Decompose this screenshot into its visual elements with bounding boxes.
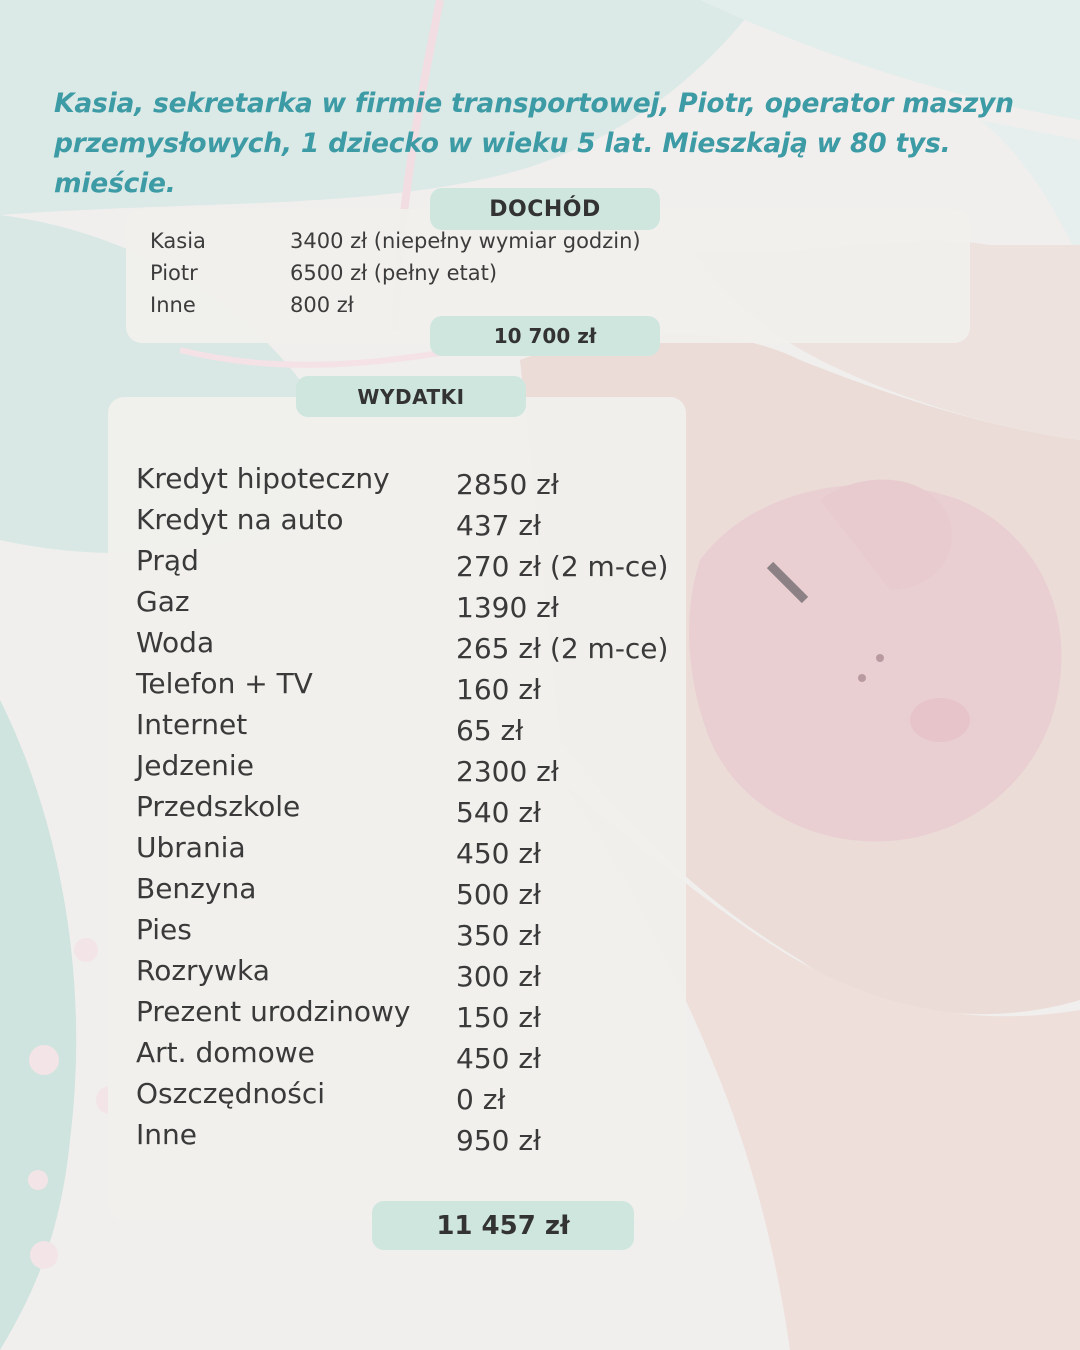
income-total: 10 700 zł — [430, 316, 660, 356]
expense-value: 540 zł — [456, 796, 541, 829]
income-value: 6500 zł (pełny etat) — [290, 261, 498, 285]
expense-name: Rozrywka — [136, 954, 270, 987]
expense-name: Kredyt na auto — [136, 503, 344, 536]
expense-name: Internet — [136, 708, 248, 741]
expense-value: 500 zł — [456, 878, 541, 911]
expense-value: 350 zł — [456, 919, 541, 952]
expense-name: Benzyna — [136, 872, 257, 905]
income-name: Piotr — [150, 261, 198, 285]
expense-value: 150 zł — [456, 1001, 541, 1034]
expenses-total: 11 457 zł — [372, 1201, 634, 1250]
expense-name: Inne — [136, 1118, 197, 1151]
expense-value: 160 zł — [456, 673, 541, 706]
expense-value: 437 zł — [456, 509, 541, 542]
expense-value: 450 zł — [456, 1042, 541, 1075]
expense-value: 2300 zł — [456, 755, 559, 788]
expense-name: Pies — [136, 913, 192, 946]
income-name: Kasia — [150, 229, 206, 253]
headline: Kasia, sekretarka w firmie transportowej, Piotr, operator maszyn przemysłowych, 1 dziecko w wieku 5 lat. Mieszkają w 80 tys. mieście. — [54, 88, 1014, 199]
expense-name: Gaz — [136, 585, 190, 618]
expense-name: Prezent urodzinowy — [136, 995, 411, 1028]
expense-name: Przedszkole — [136, 790, 301, 823]
expense-name: Jedzenie — [136, 749, 254, 782]
expense-name: Woda — [136, 626, 215, 659]
expense-value: 2850 zł — [456, 468, 559, 501]
expense-name: Telefon + TV — [136, 667, 313, 700]
expense-value: 300 zł — [456, 960, 541, 993]
income-title: DOCHÓD — [430, 188, 660, 230]
expense-name: Prąd — [136, 544, 199, 577]
expense-name: Ubrania — [136, 831, 246, 864]
expense-value: 0 zł — [456, 1083, 506, 1116]
income-value: 800 zł — [290, 293, 354, 317]
expense-value: 450 zł — [456, 837, 541, 870]
expense-value: 270 zł (2 m-ce) — [456, 550, 669, 583]
income-name: Inne — [150, 293, 196, 317]
expense-value: 265 zł (2 m-ce) — [456, 632, 669, 665]
expenses-title: WYDATKI — [296, 376, 526, 417]
expense-value: 950 zł — [456, 1124, 541, 1157]
income-value: 3400 zł (niepełny wymiar godzin) — [290, 229, 641, 253]
expense-name: Kredyt hipoteczny — [136, 462, 390, 495]
expense-value: 1390 zł — [456, 591, 559, 624]
expense-name: Oszczędności — [136, 1077, 326, 1110]
expense-name: Art. domowe — [136, 1036, 315, 1069]
expense-value: 65 zł — [456, 714, 524, 747]
